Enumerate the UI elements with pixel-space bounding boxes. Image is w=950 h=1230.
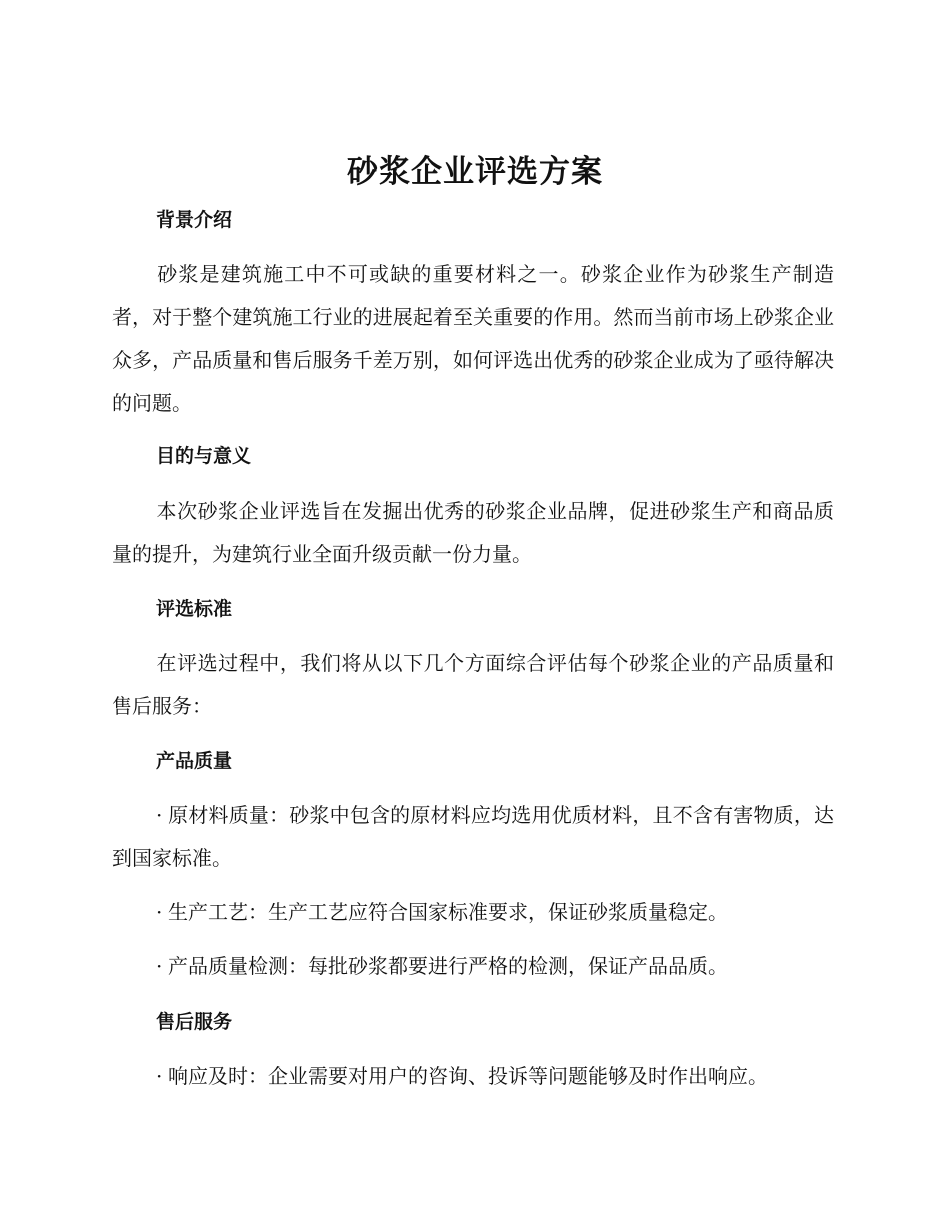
bullet-icon: ·: [156, 954, 163, 978]
section-heading-purpose: 目的与意义: [156, 445, 252, 467]
list-item-text: 响应及时：企业需要对用户的咨询、投诉等问题能够及时作出响应。: [168, 1064, 768, 1088]
bullet-icon: ·: [156, 1064, 163, 1088]
criteria-paragraph-text: 在评选过程中，我们将从以下几个方面综合评估每个砂浆企业的产品质量和售后服务：: [112, 651, 834, 718]
section-heading-after-sales: 售后服务: [156, 1011, 233, 1033]
section-heading-background: 背景介绍: [156, 209, 233, 231]
bullet-icon: ·: [156, 803, 163, 827]
list-item: [112, 945, 834, 988]
section-heading-product-quality: 产品质量: [156, 750, 233, 772]
list-item: [112, 891, 834, 934]
bullet-icon: ·: [156, 900, 163, 924]
list-item-text: 生产工艺：生产工艺应符合国家标准要求，保证砂浆质量稳定。: [168, 900, 728, 924]
list-item: [112, 1055, 834, 1098]
document-title: 砂浆企业评选方案: [347, 154, 603, 190]
purpose-paragraph: [112, 490, 834, 576]
purpose-paragraph-text: 本次砂浆企业评选旨在发掘出优秀的砂浆企业品牌，促进砂浆生产和商品质量的提升，为建筑行业全面升级贡献一份力量。: [112, 499, 834, 566]
background-paragraph-text: 砂浆是建筑施工中不可或缺的重要材料之一。砂浆企业作为砂浆生产制造者，对于整个建筑施工行业的进展起着至关重要的作用。然而当前市场上砂浆企业众多，产品质量和售后服务千差万别，如何评选出优秀的砂浆企业成为了亟待解决的问题。: [112, 262, 834, 415]
list-item: [112, 794, 834, 880]
list-item-text: 原材料质量：砂浆中包含的原材料应均选用优质材料，且不含有害物质，达到国家标准。: [112, 803, 834, 870]
criteria-paragraph: [112, 642, 834, 728]
section-heading-criteria: 评选标准: [156, 598, 233, 620]
background-paragraph: [112, 253, 834, 425]
list-item-text: 产品质量检测：每批砂浆都要进行严格的检测，保证产品品质。: [168, 954, 728, 978]
